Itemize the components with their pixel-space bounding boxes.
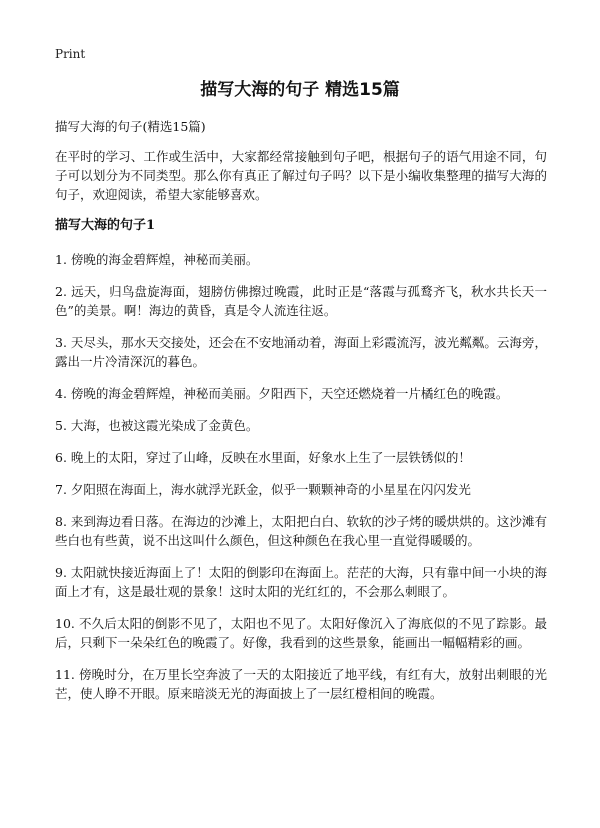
list-item: 8. 来到海边看日落。在海边的沙滩上，太阳把白白、软软的沙子烤的暖烘烘的。这沙滩有些白也有些黄，说不出这叫什么颜色，但这种颜色在我心里一直觉得暖暖的。 — [55, 514, 547, 548]
list-item: 1. 傍晚的海金碧辉煌，神秘而美丽。 — [55, 252, 259, 267]
list-item: 2. 远天，归鸟盘旋海面，翅膀仿佛擦过晚霞，此时正是“落霞与孤鹜齐飞，秋水共长天一色”的美景。啊！海边的黄昏，真是令人流连往返。 — [55, 284, 547, 318]
list-item: 10. 不久后太阳的倒影不见了，太阳也不见了。太阳好像沉入了海底似的不见了踪影。最后，只剩下一朵朵红色的晚霞了。好像，我看到的这些景象，能画出一幅幅精彩的画。 — [55, 616, 547, 650]
sentence-list — [55, 250, 547, 703]
intro-paragraph: 在平时的学习、工作或生活中，大家都经常接触到句子吧，根据句子的语气用途不同，句子可以划分为不同类型。那么你有真正了解过句子吗？以下是小编收集整理的描写大海的句子，欢迎阅读，希望大家能够喜欢。 — [55, 149, 547, 202]
list-item: 5. 大海，也被这霞光染成了金黄色。 — [55, 418, 259, 433]
list-item: 7. 夕阳照在海面上，海水就浮光跃金，似乎一颗颗神奇的小星星在闪闪发光 — [55, 482, 471, 497]
list-item: 3. 天尽头，那水天交接处，还会在不安地涌动着，海面上彩霞流泻，波光粼粼。云海旁，露出一片冷清深沉的暮色。 — [55, 335, 547, 369]
list-item: 11. 傍晚时分，在万里长空奔波了一天的太阳接近了地平线，有红有大，放射出刺眼的光芒，使人睁不开眼。原来暗淡无光的海面披上了一层红橙相间的晚霞。 — [55, 667, 547, 701]
document-subtitle: 描写大海的句子(精选15篇) — [55, 119, 206, 134]
list-item: 4. 傍晚的海金碧辉煌，神秘而美丽。夕阳西下，天空还燃烧着一片橘红色的晚霞。 — [55, 386, 509, 401]
print-label[interactable]: Print — [55, 47, 86, 61]
document-content — [55, 119, 547, 716]
list-item: 9. 太阳就快接近海面上了！太阳的倒影印在海面上。茫茫的大海，只有靠中间一小块的海面上才有，这是最壮观的景象！这时太阳的光红红的，不会那么刺眼了。 — [55, 565, 547, 599]
section-heading: 描写大海的句子1 — [55, 218, 156, 233]
list-item: 6. 晚上的太阳，穿过了山峰，反映在水里面，好象水上生了一层铁锈似的！ — [55, 450, 471, 465]
document-title: 描写大海的句子 精选15篇 — [200, 80, 400, 100]
